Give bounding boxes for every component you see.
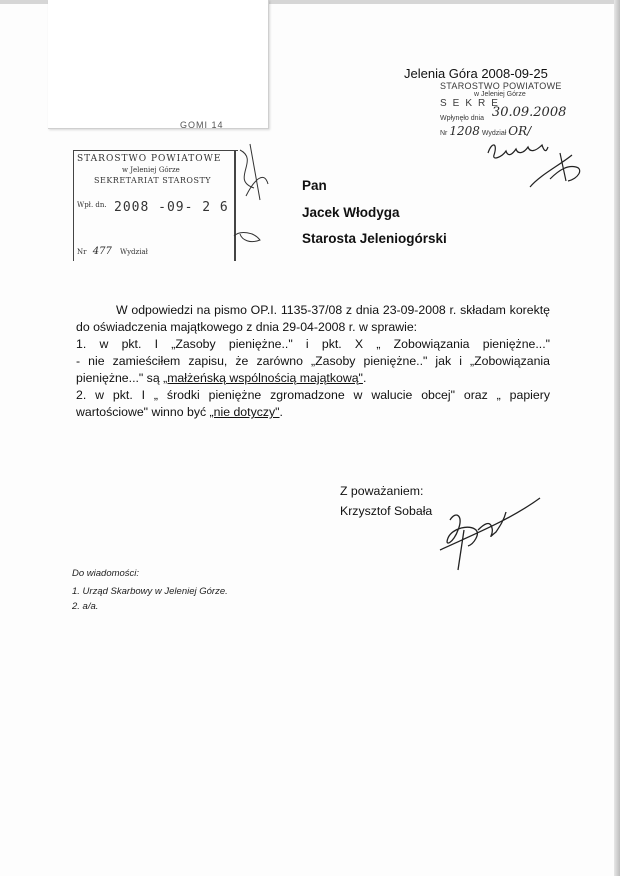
stamp-handwritten-mark — [220, 140, 280, 260]
body-item-1-end: . — [362, 371, 367, 385]
stamp-department: SEKRE — [440, 98, 504, 109]
secretariat-stamp — [73, 150, 238, 261]
attached-paper-slip — [48, 0, 269, 129]
stamp-left-number-row — [77, 246, 148, 257]
stamp-wydzial-label: Wydział — [481, 130, 507, 137]
body-item-1: 1. w pkt. I „Zasoby pieniężne.." i pkt. X „ Zobowiązania pieniężne..." — [76, 337, 550, 351]
scan-right-edge — [614, 0, 620, 876]
cc-heading: Do wiadomości: — [72, 568, 140, 579]
partially-hidden-text: GOMI 14 — [180, 120, 224, 130]
stamp-received-date-row — [440, 105, 590, 124]
stamp-office-name: STAROSTWO POWIATOWE — [440, 81, 562, 91]
body-item-1-text: - nie zamieściłem zapisu, że zarówno „Zasoby pieniężne.." jak i „Zobowiązania pieniężne..." są — [76, 354, 550, 385]
stamp-left-received-label: Wpł. dn. — [77, 201, 107, 209]
body-paragraph-intro: W odpowiedzi na pismo OP.I. 1135-37/08 z dnia 23-09-2008 r. składam korektę do oświadczenia majątkowego z dnia 29-04-2008 r. w sprawie: — [76, 303, 550, 334]
body-item-1-underlined: „małżeńską wspólnością majątkową" — [163, 371, 363, 385]
place-and-date: Jelenia Góra 2008-09-25 — [404, 66, 548, 81]
stamp-left-wydzial-label: Wydział — [120, 248, 148, 256]
stamp-left-city: w Jeleniej Górze — [122, 166, 180, 174]
body-item-2-underlined: „nie dotyczy" — [209, 405, 280, 419]
letter-body — [76, 302, 550, 421]
stamp-left-office-name: STAROSTWO POWIATOWE — [77, 154, 222, 164]
addressee-salutation: Pan — [302, 178, 327, 193]
stamp-received-label: Wpłynęło dnia — [440, 115, 484, 122]
handwritten-signature — [430, 490, 550, 572]
stamp-left-nr-handwritten: 477 — [92, 246, 112, 257]
stamp-left-date: 2008 -09- 2 6 — [114, 200, 229, 215]
received-stamp-right — [440, 81, 590, 138]
addressee-name: Jacek Włodyga — [302, 205, 400, 220]
body-item-2 — [76, 387, 550, 421]
body-item-1-continuation — [76, 353, 550, 387]
signatory-name: Krzysztof Sobała — [340, 504, 433, 518]
handwritten-initials-signature — [480, 135, 595, 193]
addressee-title: Starosta Jeleniogórski — [302, 231, 447, 246]
stamp-left-nr-label: Nr — [77, 248, 87, 256]
cc-item-1: 1. Urząd Skarbowy w Jeleniej Górze. — [72, 586, 228, 597]
stamp-left-department: SEKRETARIAT STAROSTY — [94, 176, 212, 185]
stamp-received-date-handwritten: 30.09.2008 — [491, 105, 567, 120]
stamp-city: w Jeleniej Górze — [474, 91, 526, 98]
body-item-2-end: . — [279, 405, 283, 419]
closing-greeting: Z poważaniem: — [340, 484, 424, 498]
stamp-nr-label: Nr — [440, 130, 448, 137]
stamp-wydzial-handwritten: OR/ — [508, 124, 532, 138]
body-item-2-text: 2. w pkt. I „ środki pieniężne zgromadzone w walucie obcej" oraz „ papiery wartościowe" winno być — [76, 388, 550, 419]
cc-item-2: 2. a/a. — [72, 601, 99, 612]
stamp-nr-handwritten: 1208 — [449, 124, 480, 138]
